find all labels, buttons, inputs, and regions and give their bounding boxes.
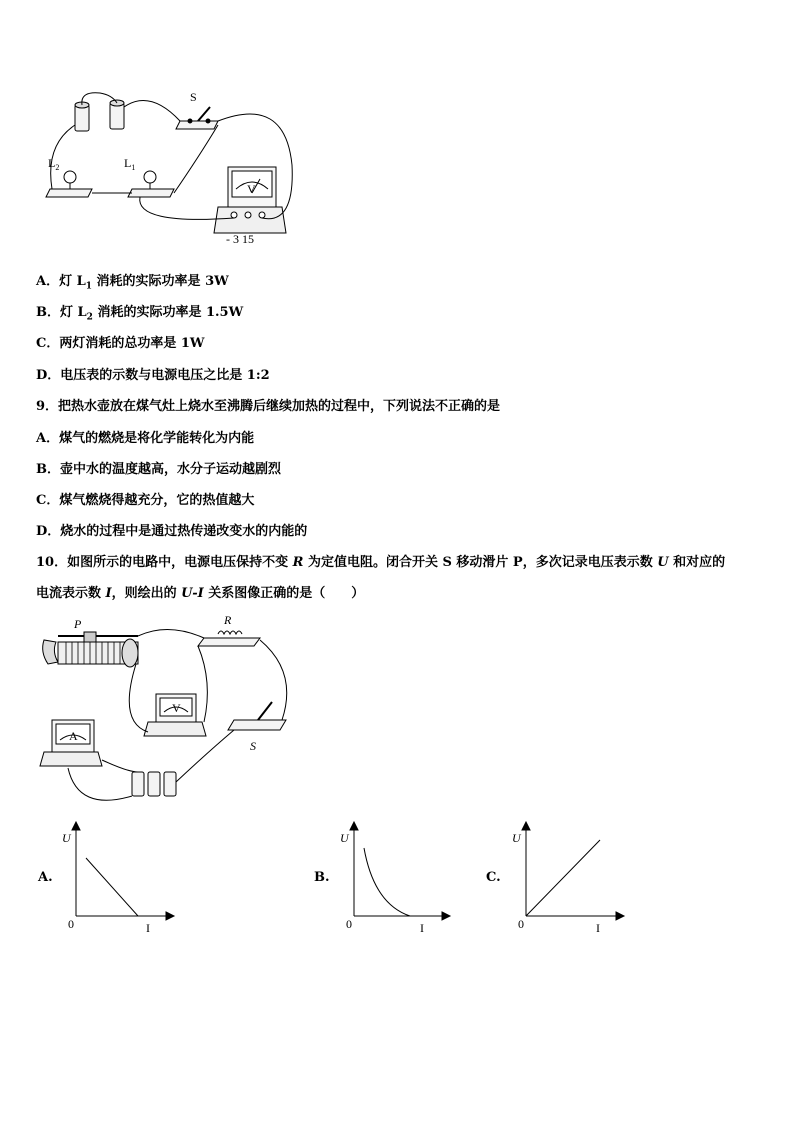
battery-2 (110, 103, 124, 129)
battery-c (164, 772, 176, 796)
q9-option-d: D．烧水的过程中是通过热传递改变水的内能的 (36, 524, 308, 539)
bulb-l1 (144, 171, 156, 183)
graph-b-option: B. (314, 870, 330, 885)
graph-c-x-label: I (596, 921, 600, 935)
switch-s-2-label: S (250, 739, 256, 753)
bulb-l1-base (128, 189, 174, 197)
graph-c-curve (526, 840, 600, 916)
graph-b (336, 818, 456, 938)
bulb-l2 (64, 171, 76, 183)
bulb-l2-label: $L_2$ (48, 156, 60, 172)
resistor-r-board (198, 638, 260, 646)
battery-b (148, 772, 160, 796)
q8-option-c: C．两灯消耗的总功率是 1W (36, 336, 205, 351)
graph-c-y-label: U (512, 831, 521, 845)
graph-c-option: C. (486, 870, 501, 885)
switch-label: S (190, 90, 197, 104)
graph-a (60, 818, 180, 938)
graph-a-option: A. (38, 870, 53, 885)
voltmeter-label: V (247, 182, 256, 196)
slider-p (84, 632, 96, 642)
resistor-label: R (224, 613, 232, 627)
bulb-l2-base (46, 189, 92, 197)
q9-stem: 9．把热水壶放在煤气灶上烧水至沸腾后继续加热的过程中，下列说法不正确的是 (36, 399, 501, 414)
graph-b-origin: 0 (346, 917, 352, 931)
bulb-l1-label: $L_1$ (124, 156, 136, 172)
graph-c (510, 818, 630, 938)
battery-1 (75, 105, 89, 131)
switch-s (176, 121, 218, 129)
resistor-r (218, 631, 242, 634)
voltmeter (214, 207, 286, 233)
graph-b-x-label: I (420, 921, 424, 935)
graph-c-origin: 0 (518, 917, 524, 931)
q8-option-d: D．电压表的示数与电源电压之比是 1:2 (36, 368, 270, 383)
circuit-figure-2 (38, 612, 298, 812)
q9-option-b: B．壶中水的温度越高，水分子运动越剧烈 (36, 462, 281, 477)
ammeter-label: A (69, 729, 78, 743)
q9-option-c: C．煤气燃烧得越充分，它的热值越大 (36, 493, 255, 508)
q8-option-a: A．灯 $L_1$ 消耗的实际功率是 3W (36, 274, 229, 292)
graph-a-origin: 0 (68, 917, 74, 931)
circuit-figure-1 (40, 85, 300, 250)
graph-b-curve (364, 848, 410, 916)
graph-a-y-label: U (62, 831, 71, 845)
slider-label: P (74, 617, 82, 631)
graph-a-x-label: I (146, 921, 150, 935)
rheostat-clamp (43, 640, 58, 664)
graph-b-y-label: U (340, 831, 349, 845)
q9-option-a: A．煤气的燃烧是将化学能转化为内能 (36, 431, 255, 446)
voltmeter-2-label: V (172, 701, 181, 715)
voltmeter-2 (144, 722, 206, 736)
q8-option-b: B．灯 $L_2$ 消耗的实际功率是 1.5W (36, 305, 244, 323)
q10-stem-line2: 电流表示数 I，则绘出的 U-I 关系图像正确的是（ ） (36, 586, 365, 601)
graph-a-curve (86, 858, 138, 916)
q10-stem-line1: 10．如图所示的电路中，电源电压保持不变 R 为定值电阻。闭合开关 S 移动滑片 P，多次记录电压表示数 U 和对应的 (36, 555, 726, 570)
switch-s-2 (228, 720, 286, 730)
battery-a (132, 772, 144, 796)
voltmeter-terminals: - 3 15 (226, 232, 254, 246)
ammeter (40, 752, 102, 766)
